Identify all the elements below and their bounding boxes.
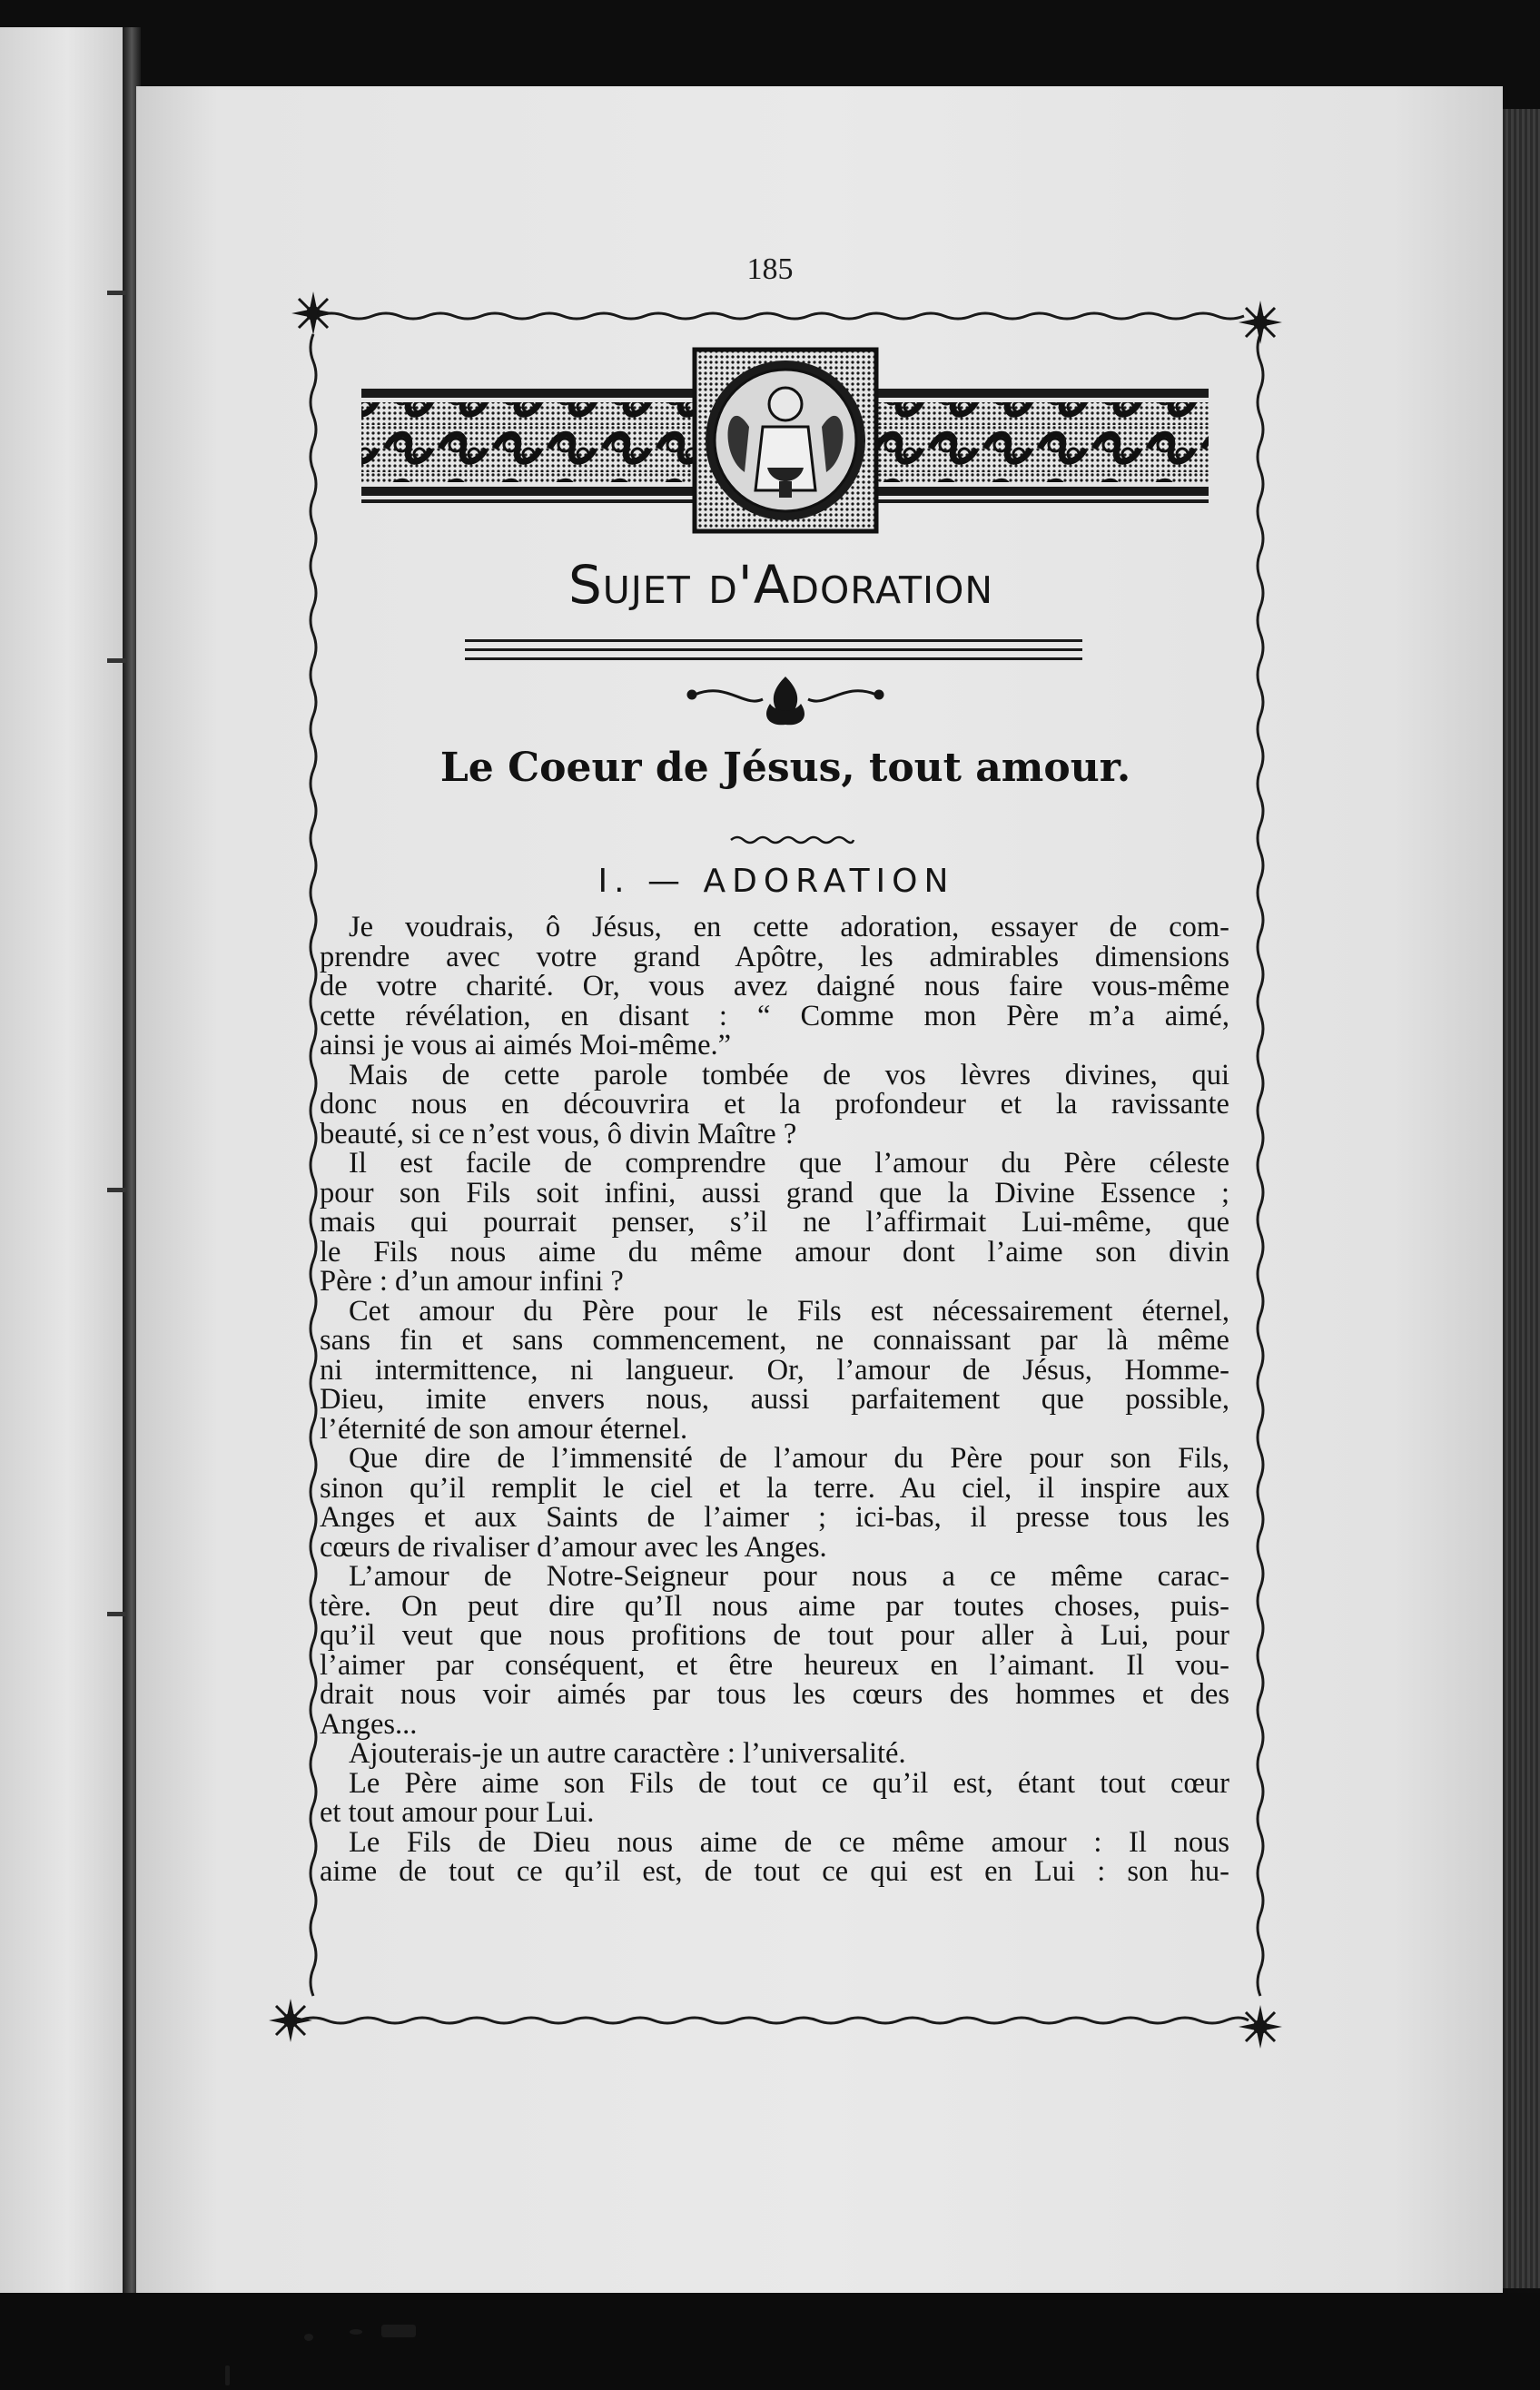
scan-speck [225, 2365, 230, 2385]
scan-speck [350, 2329, 362, 2335]
text-line: sinon qu’il remplit le ciel et la terre. Au ciel, il inspire aux [320, 1471, 1229, 1505]
text-line: tère. On peut dire qu’Il nous aime par toutes choses, puis- [320, 1589, 1229, 1623]
text-line: qu’il veut que nous profitions de tout pour aller à Lui, pour [320, 1619, 1229, 1652]
text-line: Père : d’un amour infini ? [320, 1265, 624, 1298]
text-line: Le Père aime son Fils de tout ce qu’il est, étant tout cœur [349, 1766, 1229, 1800]
page-title: Sujet d'Adoration [568, 554, 994, 616]
scan-speck [304, 2334, 313, 2341]
chapter-subtitle: Le Coeur de Jésus, tout amour. [439, 745, 1131, 791]
text-line: ainsi je vous ai aimés Moi-même.” [320, 1029, 732, 1062]
text-line: Le Fils de Dieu nous aime de ce même amour : Il nous [349, 1825, 1229, 1859]
text-line: de votre charité. Or, vous avez daigné nous faire vous-même [320, 970, 1229, 1002]
text-line: l’aimer par conséquent, et être heureux en l’aimant. Il vou- [320, 1648, 1229, 1682]
text-line: sans fin et sans commencement, ne connaissant par là même [320, 1324, 1229, 1357]
text-line: donc nous en découvrira et la profondeur et la ravissante [320, 1088, 1229, 1121]
body-text [320, 913, 1229, 1887]
text-line: cœurs de rivaliser d’amour avec les Anges. [320, 1530, 827, 1564]
text-line: pour son Fils soit infini, aussi grand que la Divine Essence ; [320, 1176, 1229, 1210]
text-line: aime de tout ce qu’il est, de tout ce qui est en Lui : son hu- [320, 1855, 1229, 1888]
text-line: prendre avec votre grand Apôtre, les admirables dimensions [320, 940, 1229, 973]
text-line: Cet amour du Père pour le Fils est nécessairement éternel, [349, 1294, 1229, 1328]
text-line: Il est facile de comprendre que l’amour du Père céleste [349, 1147, 1229, 1180]
text-line: Dieu, imite envers nous, aussi parfaitement que possible, [320, 1383, 1229, 1416]
text-line: le Fils nous aime du même amour dont l’aime son divin [320, 1235, 1229, 1269]
text-line: cette révélation, en disant : “ Comme mon Père m’a aimé, [320, 999, 1229, 1032]
text-line: Anges et aux Saints de l’aimer ; ici-bas, il presse tous les [320, 1501, 1229, 1534]
text-line: et tout amour pour Lui. [320, 1796, 595, 1829]
text-line: L’amour de Notre-Seigneur pour nous a ce même carac- [349, 1560, 1229, 1593]
text-line: drait nous voir aimés par tous les cœurs des hommes et des [320, 1678, 1229, 1711]
text-line: Ajouterais-je un autre caractère : l’universalité. [349, 1737, 906, 1770]
page-number: 185 [746, 252, 794, 286]
section-heading: I. — ADORATION [597, 863, 955, 900]
text-line: Que dire de l’immensité de l’amour du Père pour son Fils, [349, 1442, 1229, 1475]
text-line: Je voudrais, ô Jésus, en cette adoration, essayer de com- [349, 911, 1229, 943]
text-line: l’éternité de son amour éternel. [320, 1412, 688, 1446]
text-line: ni intermittence, ni langueur. Or, l’amour de Jésus, Homme- [320, 1353, 1229, 1387]
scan-speck [381, 2325, 416, 2337]
text-line: Mais de cette parole tombée de vos lèvres divines, qui [349, 1058, 1229, 1091]
text-line: Anges... [320, 1707, 418, 1741]
text-line: beauté, si ce n’est vous, ô divin Maître ? [320, 1117, 797, 1151]
text-line: mais qui pourrait penser, s’il ne l’affirmait Lui-même, que [320, 1206, 1229, 1239]
